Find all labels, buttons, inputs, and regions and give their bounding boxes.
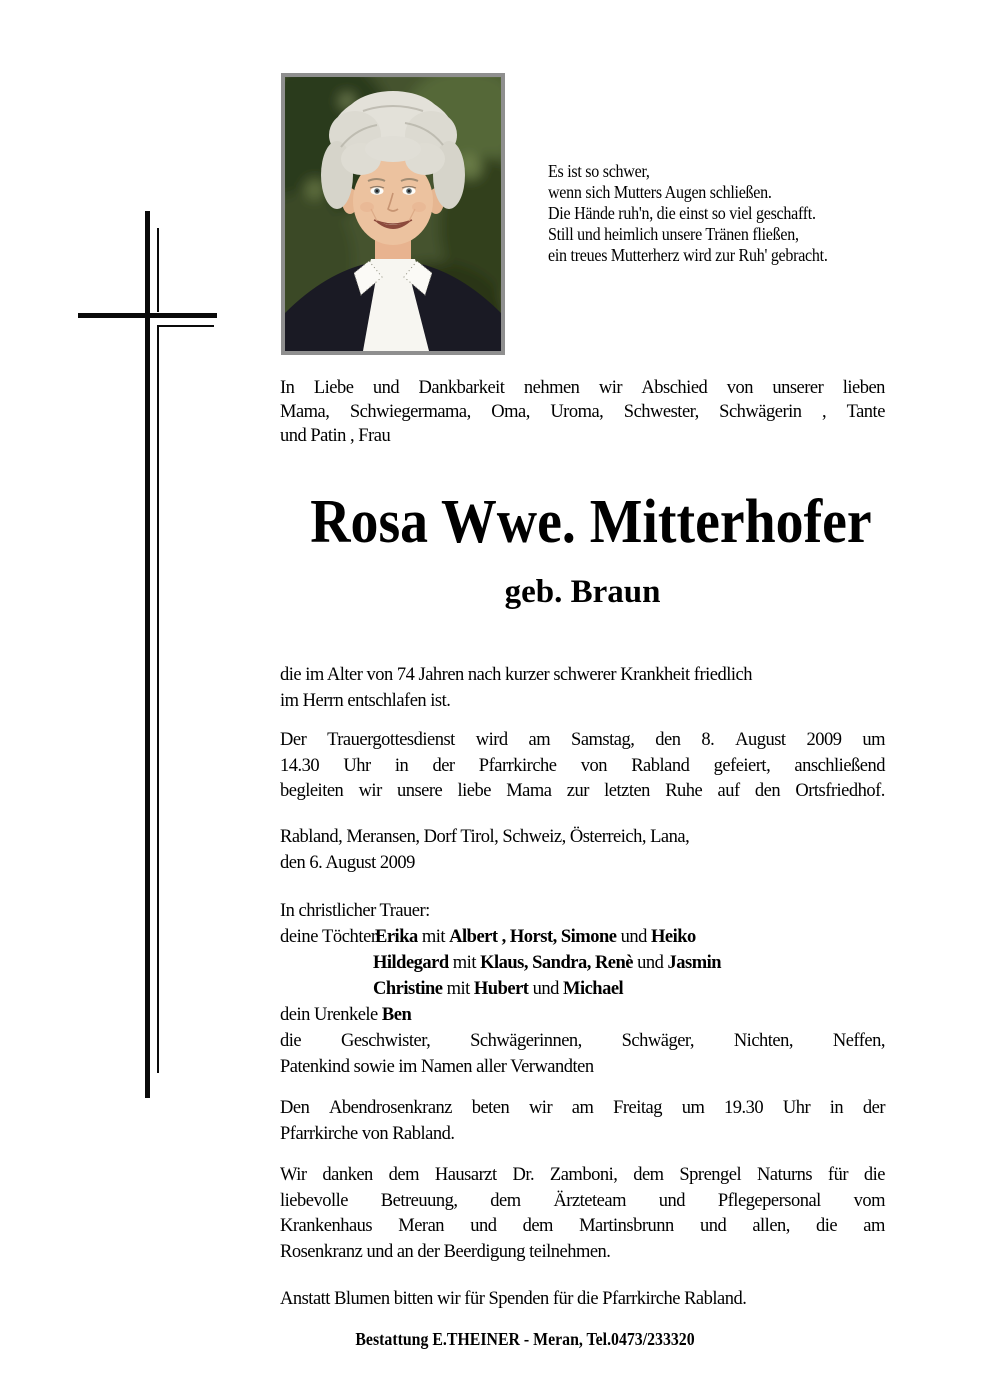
text-line: im Herrn entschlafen ist. [280,690,451,711]
maiden-name: geb. Braun [504,574,661,610]
text-line: liebevolle Betreuung, dem Ärzteteam und Pflegepersonal vom [280,1190,885,1211]
donations-note [280,1287,885,1313]
text-line: Krankenhaus Meran und dem Martinsbrunn und allen, die am [280,1216,885,1236]
text-line: die Geschwister, Schwägerinnen, Schwäger, Nichten, Neffen, [280,1031,885,1051]
text-line: wenn sich Mutters Augen schließen. [548,182,772,202]
text-column [280,0,885,1387]
text-line: die im Alter von 74 Jahren nach kurzer schwerer Krankheit friedlich [280,665,752,685]
mourning-family-list [280,898,885,1080]
deceased-name: Rosa Wwe. Mitterhofer [310,488,872,556]
text-line: und Patin , Frau [280,426,391,446]
text-line: ein treues Mutterherz wird zur Ruh' gebracht. [548,245,828,265]
text-line: Wir danken dem Hausarzt Dr. Zamboni, dem Sprengel Naturns für die [280,1165,885,1185]
intro-paragraph [280,376,885,448]
cross-horizontal-bar [78,313,217,318]
cross-thin-horizontal [157,325,214,327]
text-line: Pfarrkirche von Rabland. [280,1123,455,1144]
text-line: begleiten wir unsere liebe Mama zur letzten Ruhe auf den Ortsfriedhof. [280,781,885,801]
cross-vertical-bar [145,211,150,1098]
cross-thin-vertical-lower [157,325,159,1073]
line-label: deine Töchter [280,927,377,947]
text-line: den 6. August 2009 [280,852,415,873]
text-line: Der Trauergottesdienst wird am Samstag, den 8. August 2009 um [280,730,885,750]
text-line: Es ist so schwer, [548,161,650,181]
rosary-paragraph [280,1096,885,1147]
text-line: deine TöchterErika mit Albert , Horst, Simone und Heiko [280,924,885,950]
text-line: In Liebe und Dankbarkeit nehmen wir Abschied von unserer lieben [280,378,885,398]
text-line: Rosenkranz und an der Beerdigung teilnehmen. [280,1241,611,1262]
death-notice-paragraph [280,663,885,714]
text-line: Den Abendrosenkranz beten wir am Freitag um 19.30 Uhr in der [280,1098,885,1118]
funeral-service-paragraph [280,728,885,805]
cross-thin-vertical-upper [157,228,159,312]
text-line: dein Urenkele Ben [280,1005,412,1025]
text-line: Mama, Schwiegermama, Oma, Uroma, Schwester, Schwägerin , Tante [280,402,885,422]
funeral-home-footer: Bestattung E.THEINER - Meran, Tel.0473/233320 [355,1329,695,1349]
places-and-date [280,825,885,876]
text-line: Still und heimlich unsere Tränen fließen, [548,224,799,244]
text-line: Die Hände ruh'n, die einst so viel geschafft. [548,203,816,223]
thanks-paragraph [280,1163,885,1265]
text-line: Christine mit Hubert und Michael [373,979,624,999]
text-line: 14.30 Uhr in der Pfarrkirche von Rabland gefeiert, anschließend [280,755,885,776]
text-line: In christlicher Trauer: [280,901,430,921]
text-line: Rabland, Meransen, Dorf Tirol, Schweiz, Österreich, Lana, [280,827,690,847]
text-line: Anstatt Blumen bitten wir für Spenden für die Pfarrkirche Rabland. [280,1289,747,1309]
text-line: Hildegard mit Klaus, Sandra, Renè und Jasmin [373,953,722,973]
text-line: Patenkind sowie im Namen aller Verwandten [280,1057,594,1077]
